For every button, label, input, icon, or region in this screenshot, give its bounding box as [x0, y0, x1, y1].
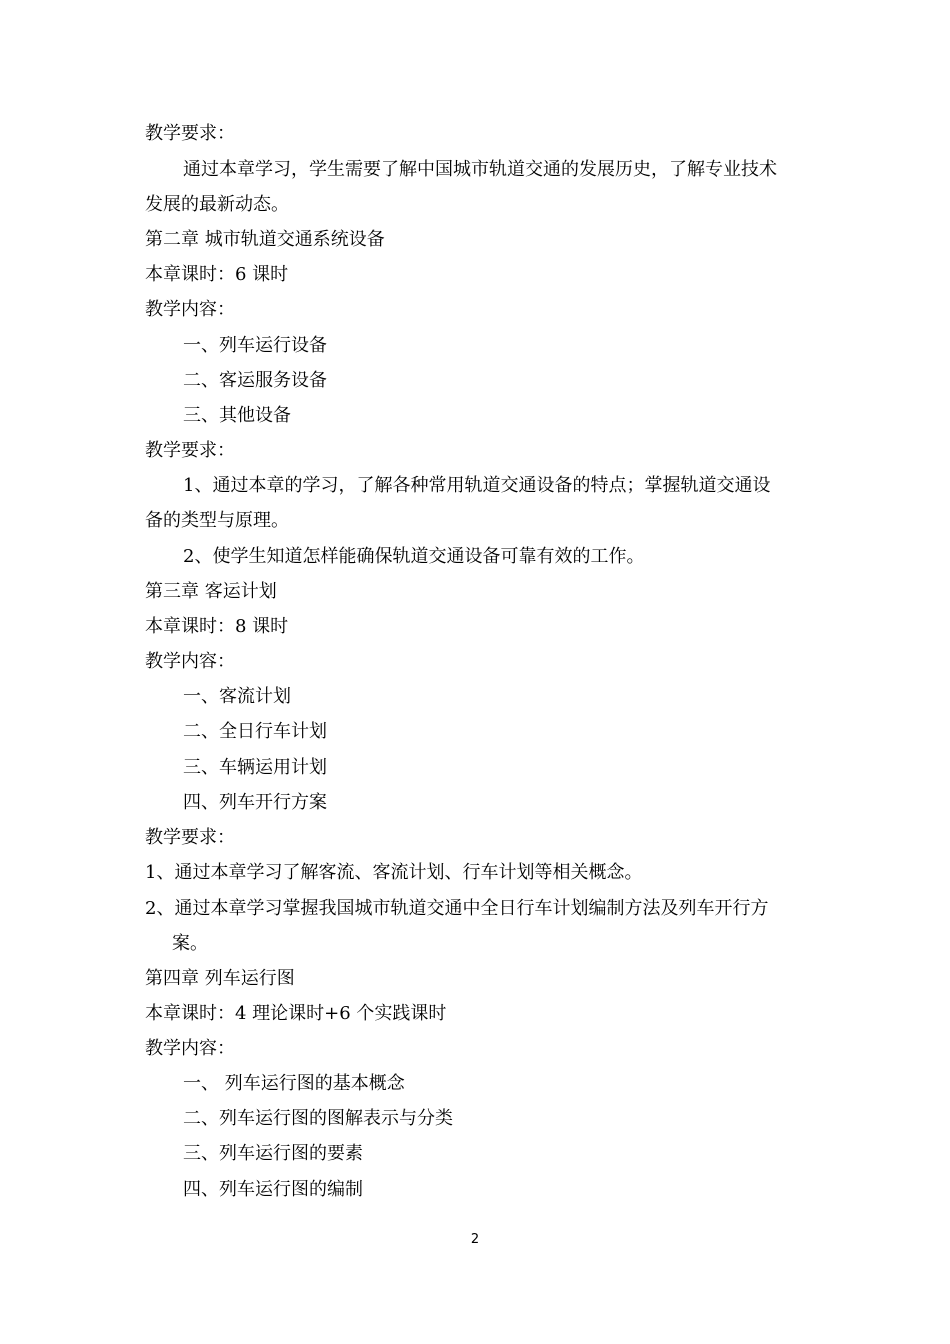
- text-line: 本章课时：6 课时: [145, 264, 289, 285]
- list-item: 三、车辆运用计划: [183, 757, 327, 778]
- text-line: 教学要求：: [145, 440, 235, 461]
- text-line: 教学要求：: [145, 123, 235, 144]
- text-line: 2、通过本章学习掌握我国城市轨道交通中全日行车计划编制方法及列车开行方: [145, 898, 769, 919]
- chapter-heading: 第四章 列车运行图: [145, 968, 295, 989]
- list-item: 三、列车运行图的要素: [183, 1143, 363, 1164]
- list-item: 一、客流计划: [183, 686, 291, 707]
- text-line: 本章课时：4 理论课时+6 个实践课时: [145, 1003, 447, 1024]
- list-item: 二、全日行车计划: [183, 721, 327, 742]
- list-item: 一、列车运行设备: [183, 335, 327, 356]
- text-line: 通过本章学习，学生需要了解中国城市轨道交通的发展历史，了解专业技术: [183, 159, 777, 180]
- text-line: 2、使学生知道怎样能确保轨道交通设备可靠有效的工作。: [183, 546, 645, 567]
- text-line: 1、通过本章学习了解客流、客流计划、行车计划等相关概念。: [145, 862, 643, 883]
- list-item: 四、列车运行图的编制: [183, 1179, 363, 1200]
- list-item: 四、列车开行方案: [183, 792, 327, 813]
- text-line: 备的类型与原理。: [145, 510, 289, 531]
- list-item: 二、列车运行图的图解表示与分类: [183, 1108, 453, 1129]
- list-item: 二、客运服务设备: [183, 370, 327, 391]
- text-line: 教学内容：: [145, 1038, 235, 1059]
- text-line: 1、通过本章的学习，了解各种常用轨道交通设备的特点；掌握轨道交通设: [183, 475, 771, 496]
- text-line: 案。: [172, 933, 208, 954]
- page-number: 2: [470, 1232, 480, 1247]
- text-line: 发展的最新动态。: [145, 194, 289, 215]
- chapter-heading: 第三章 客运计划: [145, 581, 277, 602]
- text-line: 教学内容：: [145, 299, 235, 320]
- text-line: 教学内容：: [145, 651, 235, 672]
- chapter-heading: 第二章 城市轨道交通系统设备: [145, 229, 385, 250]
- text-line: 本章课时：8 课时: [145, 616, 289, 637]
- list-item: 一、 列车运行图的基本概念: [183, 1073, 405, 1094]
- list-item: 三、其他设备: [183, 405, 291, 426]
- text-line: 教学要求：: [145, 827, 235, 848]
